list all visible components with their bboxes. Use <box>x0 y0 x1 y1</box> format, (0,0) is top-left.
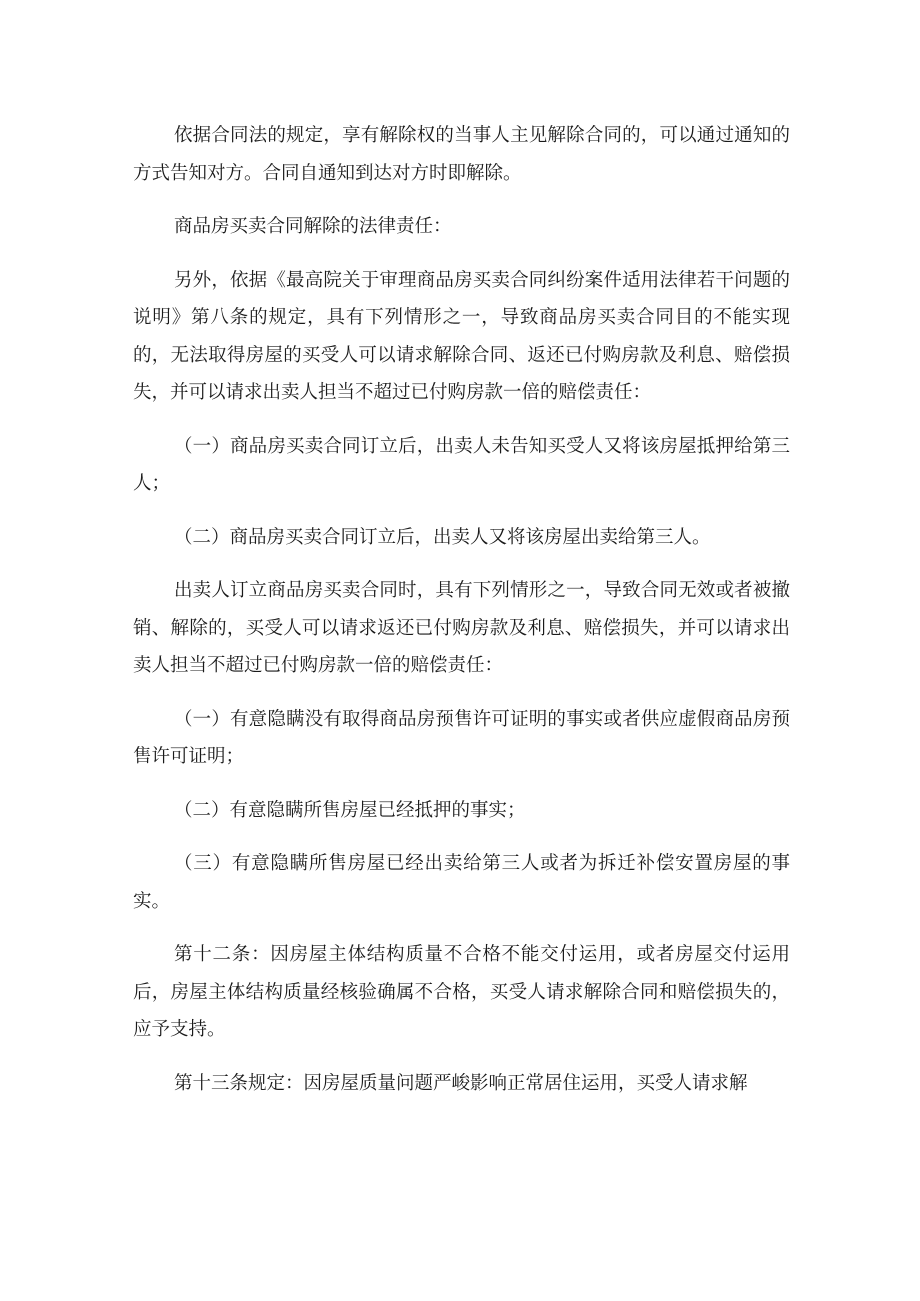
paragraph-seller-conditions: 出卖人订立商品房买卖合同时，具有下列情形之一，导致合同无效或者被撤销、解除的，买受人可以请求返还已付购房款及利息、赔偿损失，并可以请求出卖人担当不超过已付购房款一倍的赔偿责任： <box>133 580 790 676</box>
paragraph-article-eight: 另外，依据《最高院关于审理商品房买卖合同纠纷案件适用法律若干问题的说明》第八条的规定，具有下列情形之一，导致商品房买卖合同目的不能实现的，无法取得房屋的买受人可以请求解除合同、返还已付购房款及利息、赔偿损失，并可以请求出卖人担当不超过已付购房款一倍的赔偿责任： <box>133 269 790 403</box>
paragraph-article-twelve: 第十二条：因房屋主体结构质量不合格不能交付运用，或者房屋交付运用后，房屋主体结构质量经核验确属不合格，买受人请求解除合同和赔偿损失的，应予支持。 <box>133 944 790 1040</box>
paragraph-article-thirteen: 第十三条规定：因房屋质量问题严峻影响正常居住运用，买受人请求解 <box>174 1072 748 1094</box>
document-body <box>133 117 790 1118</box>
paragraph-liability-heading: 商品房买卖合同解除的法律责任： <box>174 216 452 237</box>
paragraph-termination-notice: 依据合同法的规定，享有解除权的当事人主见解除合同的，可以通过通知的方式告知对方。合同自通知到达对方时即解除。 <box>133 125 790 184</box>
paragraph-item-two-mortgaged: （二）有意隐瞒所售房屋已经抵押的事实； <box>174 799 526 821</box>
paragraph-item-one-mortgage: （一）商品房买卖合同订立后，出卖人未告知买受人又将该房屋抵押给第三人； <box>133 435 790 494</box>
paragraph-item-one-presale-permit: （一）有意隐瞒没有取得商品房预售许可证明的事实或者供应虚假商品房预售许可证明； <box>133 708 790 767</box>
paragraph-item-two-resale: （二）商品房买卖合同订立后，出卖人又将该房屋出卖给第三人。 <box>174 526 711 548</box>
paragraph-item-three-sold-to-third-party: （三）有意隐瞒所售房屋已经出卖给第三人或者为拆迁补偿安置房屋的事实。 <box>133 853 790 912</box>
